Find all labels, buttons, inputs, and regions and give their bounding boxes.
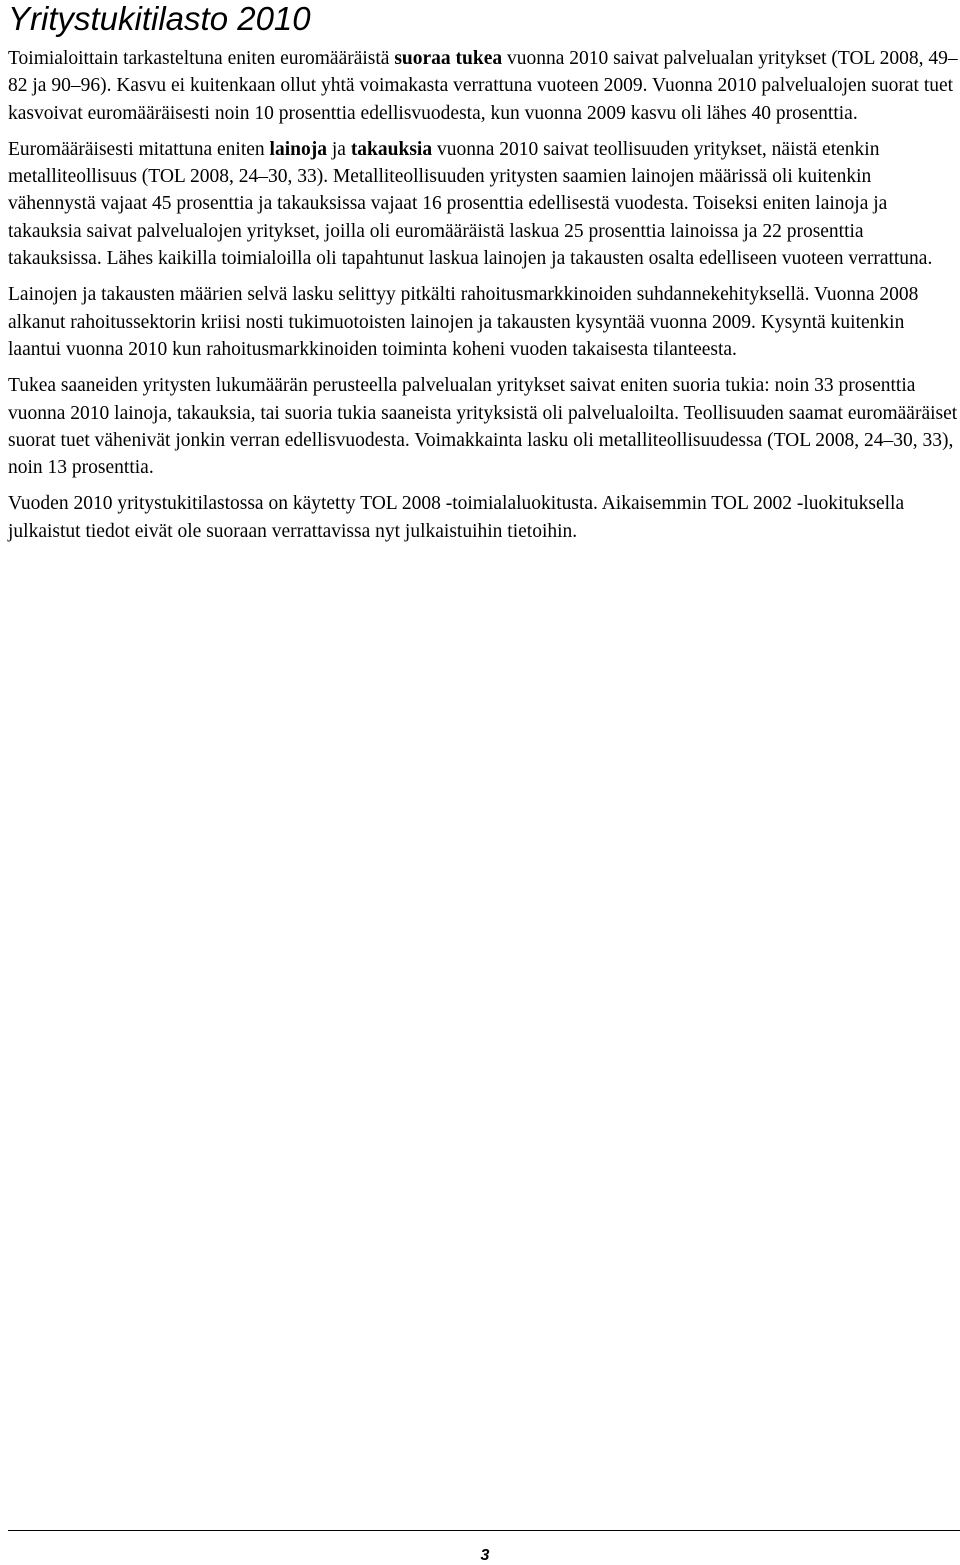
text-segment: vuonna 2010 saivat palvelualan yritykset (TOL 2008, 49–82 ja 90–96). Kasvu ei kuitenkaan ollut yhtä voimakasta verrattuna vuoteen 2009. Vuonna 2010 palvelualojen suorat tuet kasvoivat euromääräisesti noin 10 prosenttia edellisvuodesta, kun vuonna 2009 kasvu oli lähes 40 prosenttia. — [8, 48, 958, 124]
text-segment: vuonna 2010 saivat teollisuuden yritykset, näistä etenkin metalliteollisuus (TOL 2008, 24–30, 33). Metalliteollisuuden yritysten saamien lainojen määrissä oli kuitenkin vähennystä vajaat 45 prosenttia ja takauksissa vajaat 16 prosenttia edellisestä vuodesta. Toiseksi eniten lainoja ja takauksia saivat palvelualojen yritykset, joilla oli euromääräistä laskua 25 prosenttia lainoissa ja 22 prosenttia takauksissa. Lähes kaikilla toimialoilla oli tapahtunut laskua lainojen ja takausten osalta edelliseen vuoteen verrattuna. — [8, 138, 933, 270]
paragraph — [8, 45, 960, 127]
text-segment: Vuoden 2010 yritystukitilastossa on käytetty TOL 2008 -toimialaluokitusta. Aikaisemmin TOL 2002 -luokituksella julkaistut tiedot eivät ole suoraan verrattavissa nyt julkaistuihin tietoihin. — [8, 493, 905, 542]
paragraph — [8, 372, 960, 481]
page-number: 3 — [480, 1547, 490, 1564]
text-segment: Toimialoittain tarkasteltuna eniten euromääräistä — [8, 48, 395, 69]
bold-text-segment: suoraa tukea — [394, 48, 503, 69]
paragraph — [8, 490, 960, 545]
page-title: Yritystukitilasto 2010 — [8, 0, 311, 37]
paragraph — [8, 136, 960, 272]
bold-text-segment: takauksia — [350, 138, 433, 160]
bold-text-segment: lainoja — [269, 138, 327, 160]
text-segment: Euromääräisesti mitattuna eniten — [8, 138, 270, 160]
text-segment: Lainojen ja takausten määrien selvä lasku selittyy pitkälti rahoitusmarkkinoiden suhdannekehityksellä. Vuonna 2008 alkanut rahoitussektorin kriisi nosti tukimuotoisten lainojen ja takausten kysyntää vuonna 2009. Kysyntä kuitenkin laantui vuonna 2010 kun rahoitusmarkkinoiden toiminta koheni vuoden takaisesta tilanteesta. — [8, 284, 919, 360]
paragraph — [8, 281, 960, 363]
text-segment: ja — [326, 138, 351, 160]
text-segment: Tukea saaneiden yritysten lukumäärän perusteella palvelualan yritykset saivat eniten suoria tukia: noin 33 prosenttia vuonna 2010 lainoja, takauksia, tai suoria tukia saaneista yrityksistä oli palvelualoilta. Teollisuuden saamat euromääräiset suorat tuet vähenivät jonkin verran edellisvuodesta. Voimakkainta lasku oli metalliteollisuudessa (TOL 2008, 24–30, 33), noin 13 prosenttia. — [8, 375, 958, 479]
footer-divider — [8, 1530, 960, 1531]
document-body — [8, 45, 960, 554]
